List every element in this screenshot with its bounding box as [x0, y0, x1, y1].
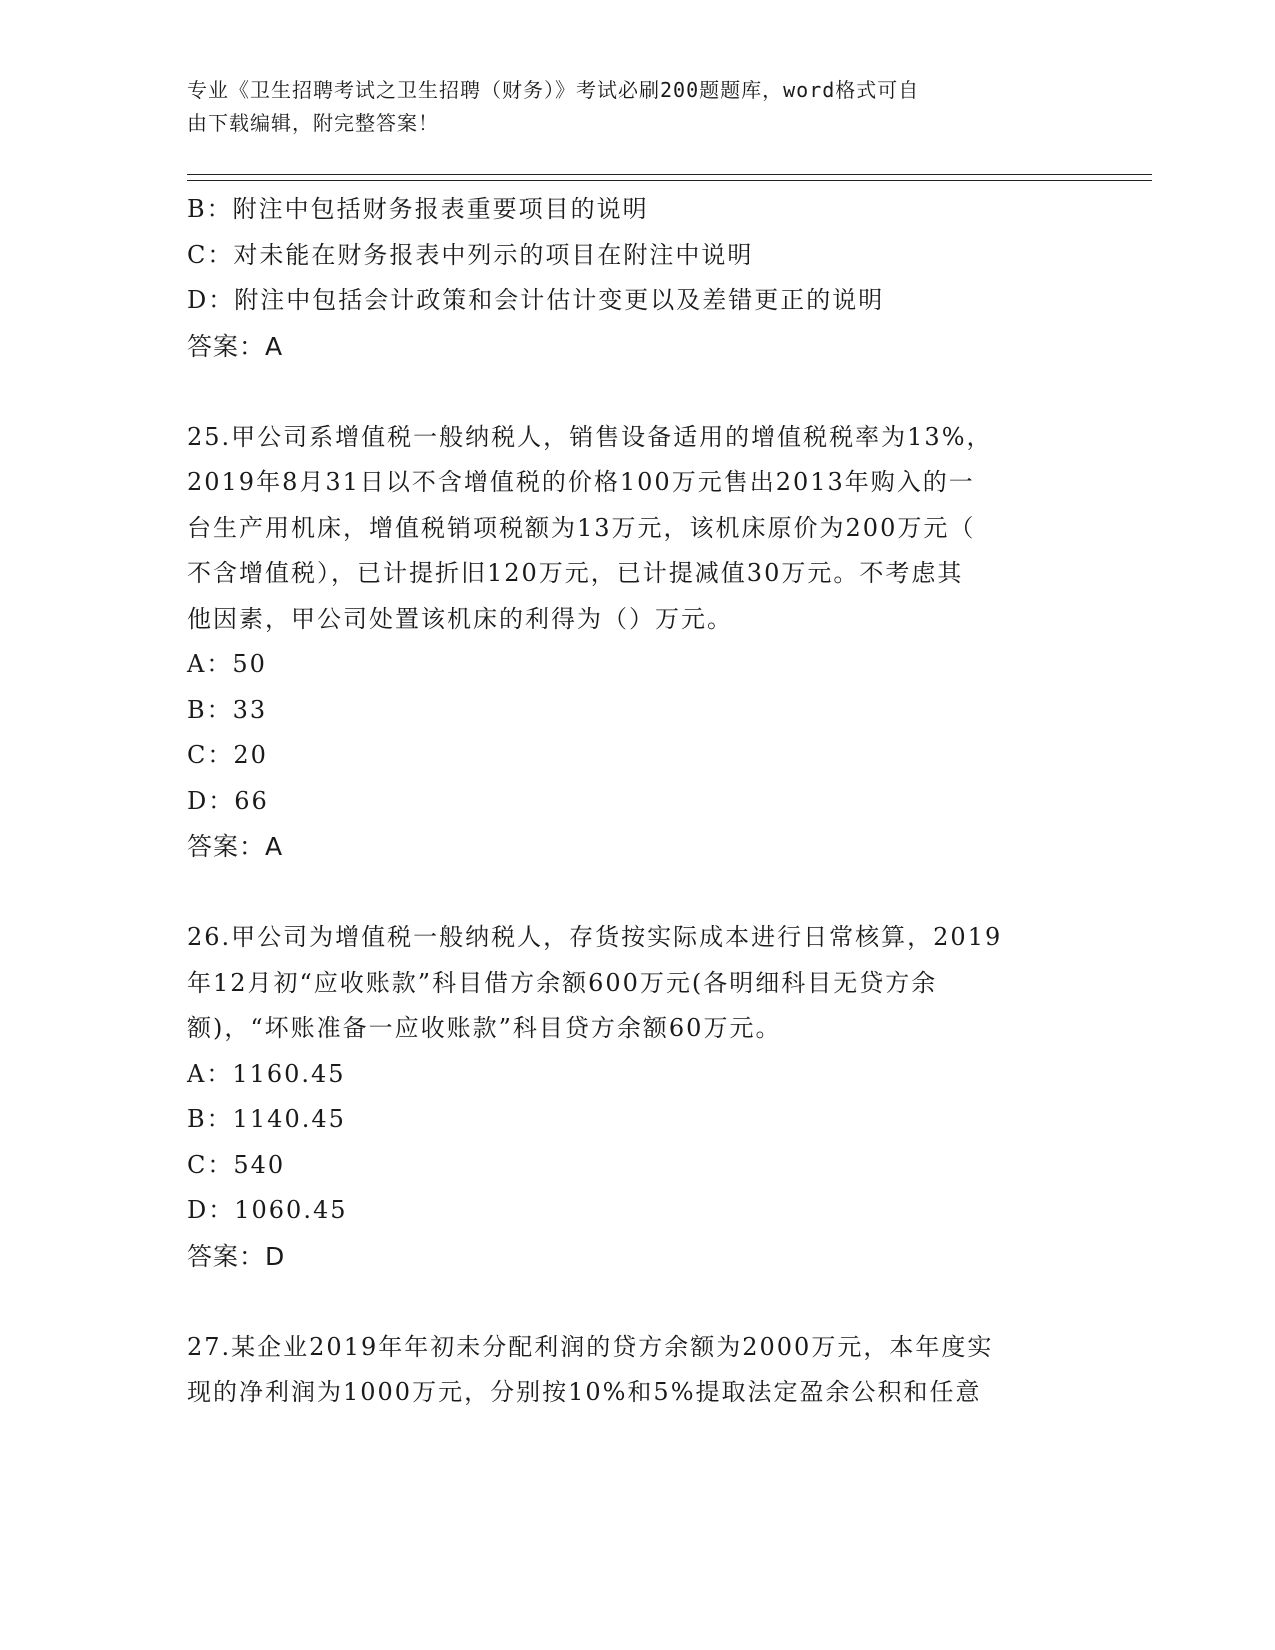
spacer — [187, 1279, 1077, 1325]
q27-stem-line-2: 现的净利润为1000万元，分别按10%和5%提取法定盈余公积和任意 — [187, 1378, 982, 1406]
q25-stem-line-3: 台生产用机床，增值税销项税额为13万元，该机床原价为200万元（ — [187, 513, 976, 542]
q26-option-d: D：1060.45 — [187, 1196, 348, 1224]
header-divider-top — [187, 174, 1152, 175]
header-line-2: 由下载编辑，附完整答案！ — [187, 111, 439, 135]
spacer — [187, 369, 1077, 415]
q25-option-c: C：20 — [187, 741, 268, 769]
q26-option-c: C：540 — [187, 1150, 286, 1179]
prev-option-d: D：附注中包括会计政策和会计估计变更以及差错更正的说明 — [187, 286, 885, 314]
document-body — [187, 187, 1077, 1416]
q26-answer: 答案：D — [187, 1241, 286, 1271]
prev-option-c: C：对未能在财务报表中列示的项目在附注中说明 — [187, 240, 754, 269]
q25-option-b: B：33 — [187, 695, 268, 724]
prev-option-b: B：附注中包括财务报表重要项目的说明 — [187, 195, 649, 223]
q25-stem-line-2: 2019年8月31日以不含增值税的价格100万元售出2013年购入的一 — [187, 468, 975, 496]
spacer — [187, 870, 1077, 916]
q25-stem-line-4: 不含增值税），已计提折旧120万元，已计提减值30万元。不考虑其 — [187, 559, 964, 587]
document-header — [187, 74, 1067, 140]
q26-stem-line-3: 额)，“坏账准备一应收账款”科目贷方余额60万元。 — [187, 1014, 782, 1042]
q25-option-a: A：50 — [187, 650, 267, 678]
q25-stem-line-1: 25.甲公司系增值税一般纳税人，销售设备适用的增值税税率为13%， — [187, 422, 993, 451]
q26-option-a: A：1160.45 — [187, 1059, 346, 1088]
q25-answer: 答案：A — [187, 832, 284, 861]
q27-stem-line-1: 27.某企业2019年年初未分配利润的贷方余额为2000万元，本年度实 — [187, 1332, 994, 1361]
header-divider-bottom — [187, 180, 1152, 181]
q25-stem-line-5: 他因素，甲公司处置该机床的利得为（）万元。 — [187, 604, 733, 633]
prev-answer: 答案：A — [187, 331, 284, 361]
q25-option-d: D：66 — [187, 786, 269, 815]
q26-stem-line-2: 年12月初“应收账款”科目借方余额600万元(各明细科目无贷方余 — [187, 968, 938, 997]
q26-option-b: B：1140.45 — [187, 1105, 346, 1133]
q26-stem-line-1: 26.甲公司为增值税一般纳税人，存货按实际成本进行日常核算，2019 — [187, 923, 1003, 951]
header-line-1: 专业《卫生招聘考试之卫生招聘（财务）》考试必刷200题题库，word格式可自 — [187, 78, 920, 102]
